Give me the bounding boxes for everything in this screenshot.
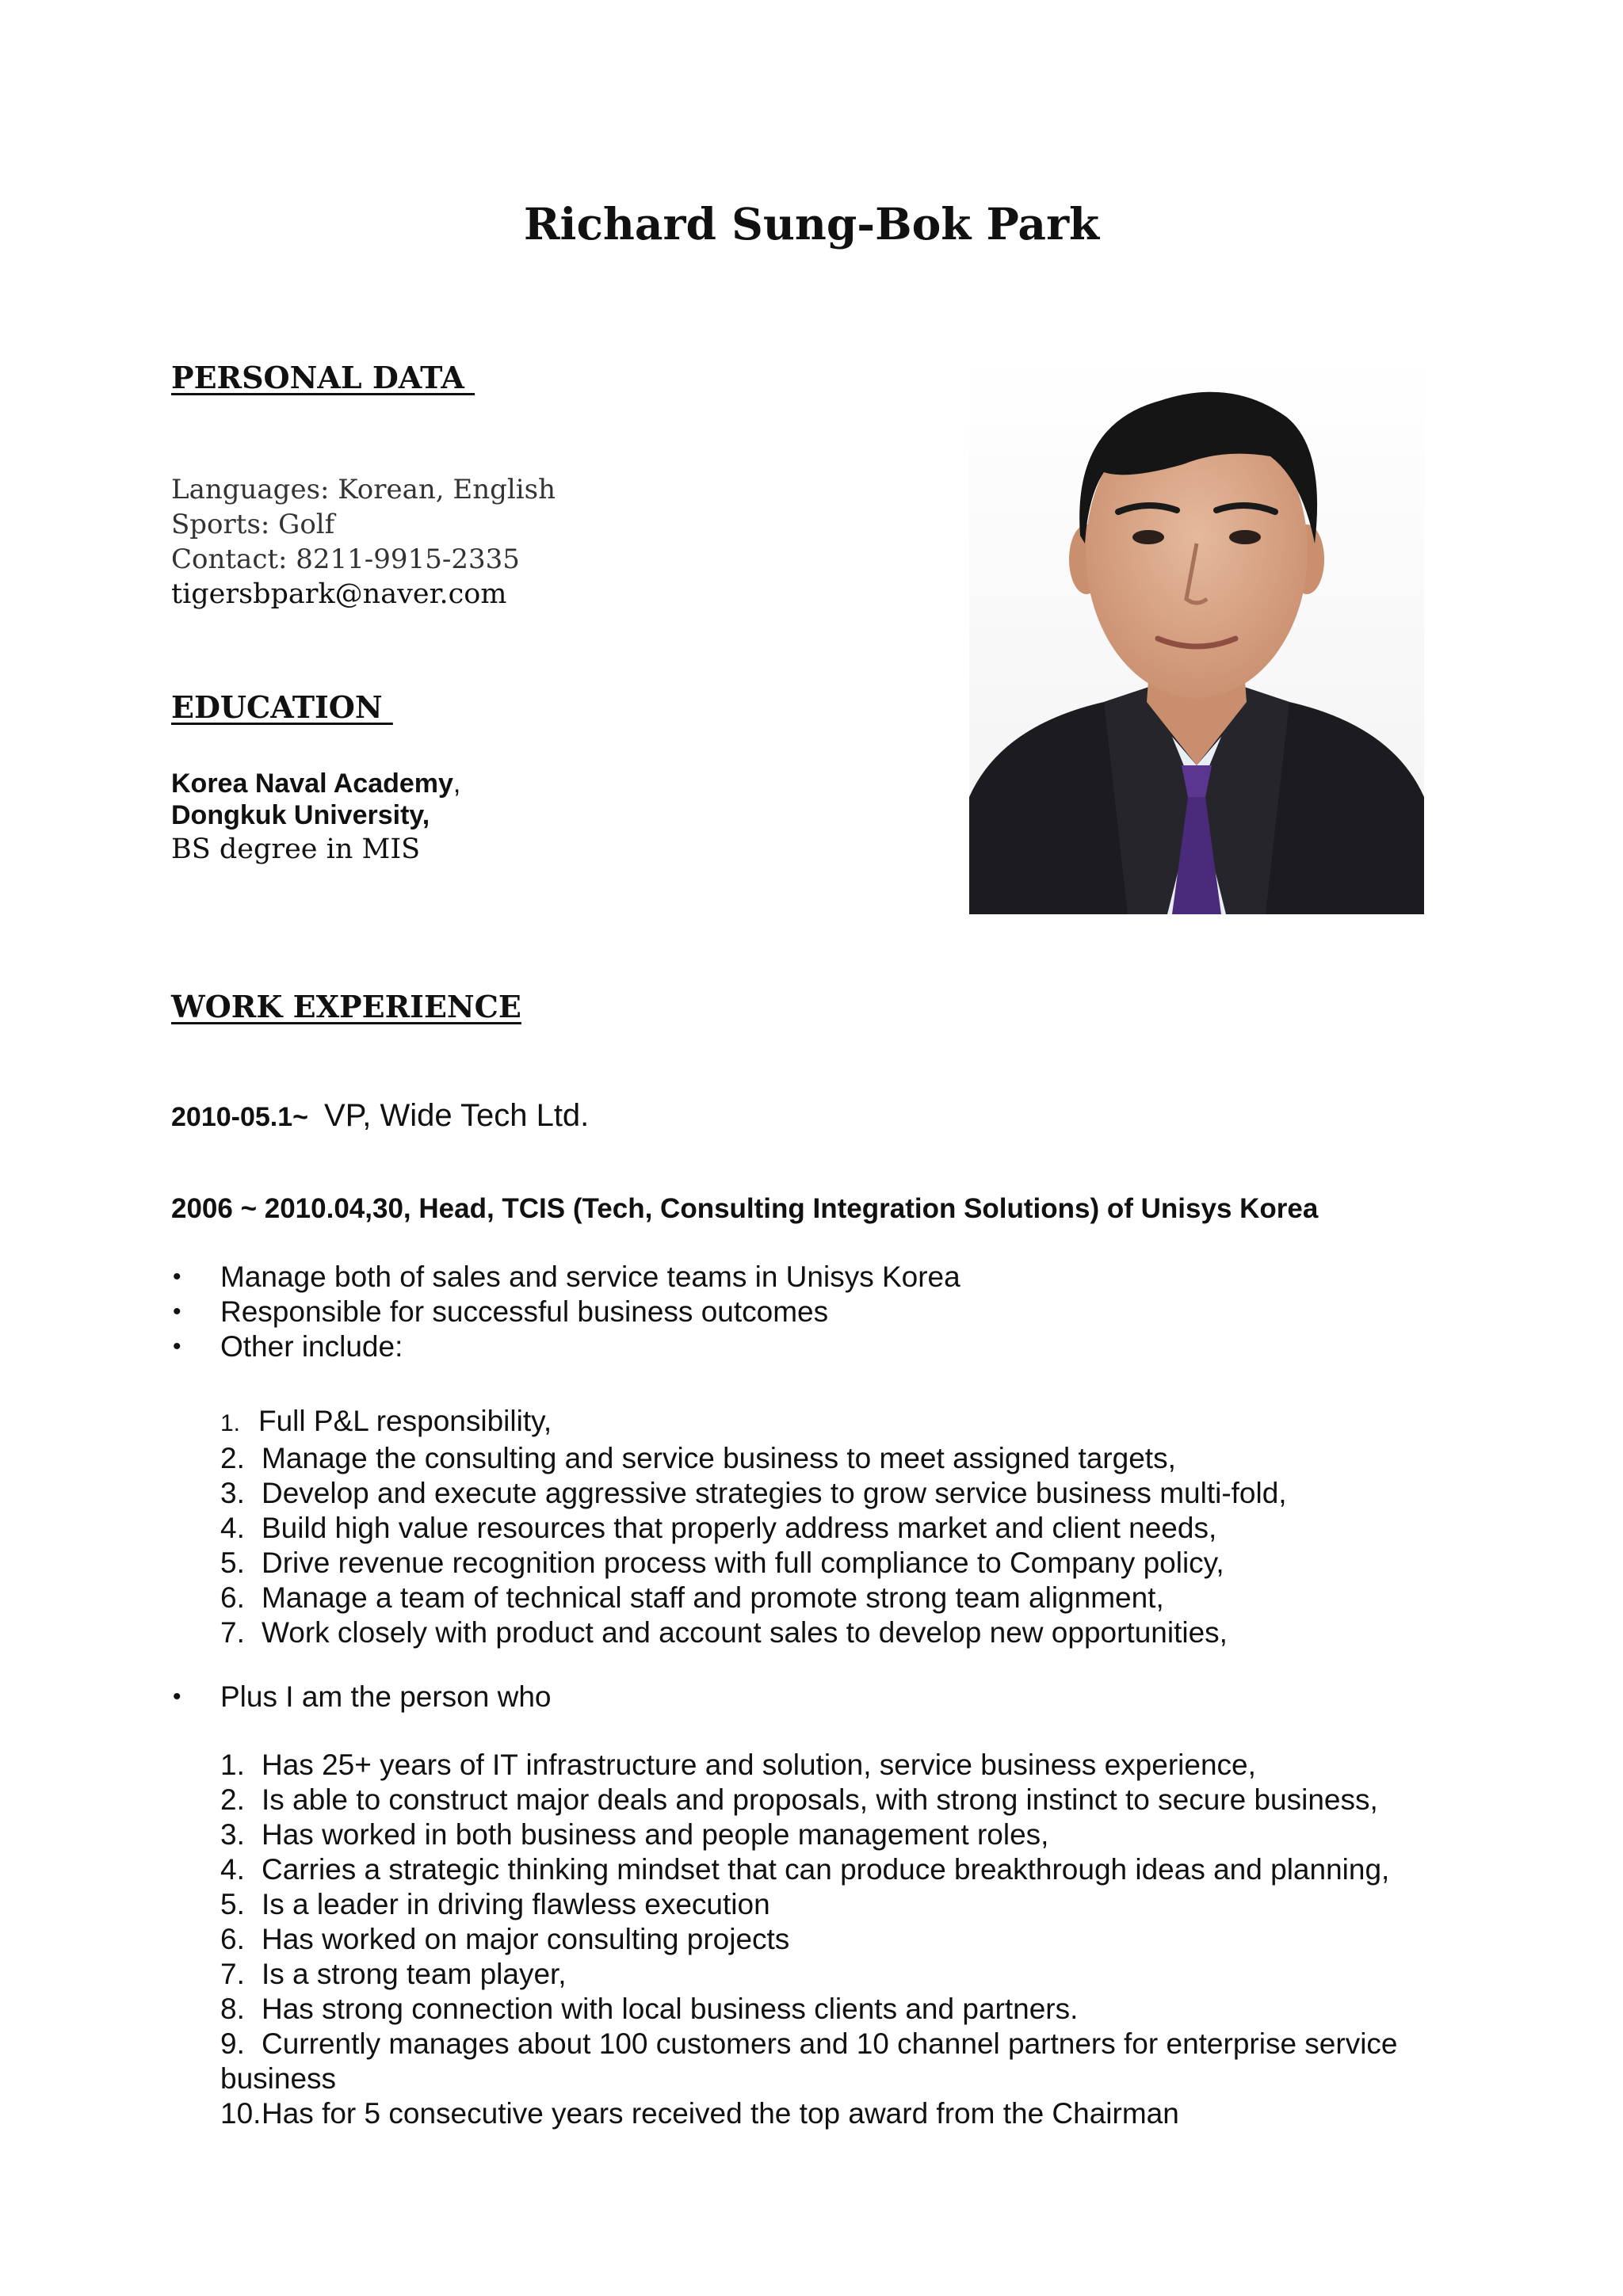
unisys-bullet-list	[171, 1260, 960, 1364]
list-item: 8. Has strong connection with local business clients and partners.	[220, 1993, 1079, 2025]
list-item: 4. Carries a strategic thinking mindset that can produce breakthrough ideas and planning,	[220, 1853, 1390, 1886]
list-item: 2. Manage the consulting and service business to meet assigned targets,	[220, 1442, 1176, 1474]
contact-text: Contact: 8211-9915-2335	[171, 543, 520, 575]
list-item: 5. Drive revenue recognition process with full compliance to Company policy,	[220, 1547, 1224, 1579]
school-dongkuk: Dongkuk University,	[171, 800, 430, 830]
list-item: • Other include:	[173, 1330, 403, 1363]
list-item: 1. Full P&L responsibility,	[220, 1405, 552, 1437]
email-text: tigersbpark@naver.com	[171, 578, 507, 610]
education-heading: EDUCATION	[171, 689, 393, 725]
list-item: 7. Work closely with product and account sales to develop new opportunities,	[220, 1616, 1228, 1649]
list-item: 10.Has for 5 consecutive years received the top award from the Chairman	[220, 2097, 1179, 2130]
work-experience-heading: WORK EXPERIENCE	[171, 989, 521, 1024]
list-item: 7. Is a strong team player,	[220, 1958, 567, 1990]
sports-text: Sports: Golf	[171, 509, 335, 540]
qualifications-list	[220, 1748, 1457, 2131]
list-item: • Responsible for successful business outcomes	[173, 1295, 829, 1328]
responsibilities-list	[220, 1404, 1457, 1650]
degree-text: BS degree in MIS	[171, 833, 421, 865]
list-item: • Manage both of sales and service teams in Unisys Korea	[173, 1261, 960, 1293]
job-wide-tech-date: 2010-05.1~	[171, 1102, 308, 1132]
personal-data-heading: PERSONAL DATA	[171, 360, 475, 395]
job-unisys-title: 2006 ~ 2010.04,30, Head, TCIS (Tech, Consulting Integration Solutions) of Unisys Korea	[171, 1193, 1319, 1224]
languages-text: Languages: Korean, English	[171, 474, 556, 505]
profile-photo	[969, 353, 1424, 914]
school-naval-academy: Korea Naval Academy,	[171, 769, 461, 799]
list-item: 9. Currently manages about 100 customers and 10 channel partners for enterprise service business	[220, 2027, 1398, 2095]
plus-bullet-list	[171, 1680, 552, 1714]
list-item: 3. Has worked in both business and people management roles,	[220, 1818, 1049, 1851]
job-wide-tech-title: VP, Wide Tech Ltd.	[324, 1098, 590, 1133]
list-item: • Plus I am the person who	[173, 1680, 552, 1713]
list-item: 5. Is a leader in driving flawless execution	[220, 1888, 770, 1920]
list-item: 3. Develop and execute aggressive strategies to grow service business multi-fold,	[220, 1477, 1287, 1509]
list-item: 6. Has worked on major consulting projects	[220, 1923, 790, 1955]
list-item: 6. Manage a team of technical staff and promote strong team alignment,	[220, 1581, 1164, 1614]
list-item: 4. Build high value resources that properly address market and client needs,	[220, 1512, 1217, 1544]
list-item: 1. Has 25+ years of IT infrastructure and solution, service business experience,	[220, 1749, 1256, 1781]
list-item: 2. Is able to construct major deals and proposals, with strong instinct to secure business,	[220, 1783, 1378, 1816]
resume-name: Richard Sung-Bok Park	[523, 198, 1100, 250]
job-wide-tech	[171, 1098, 589, 1135]
